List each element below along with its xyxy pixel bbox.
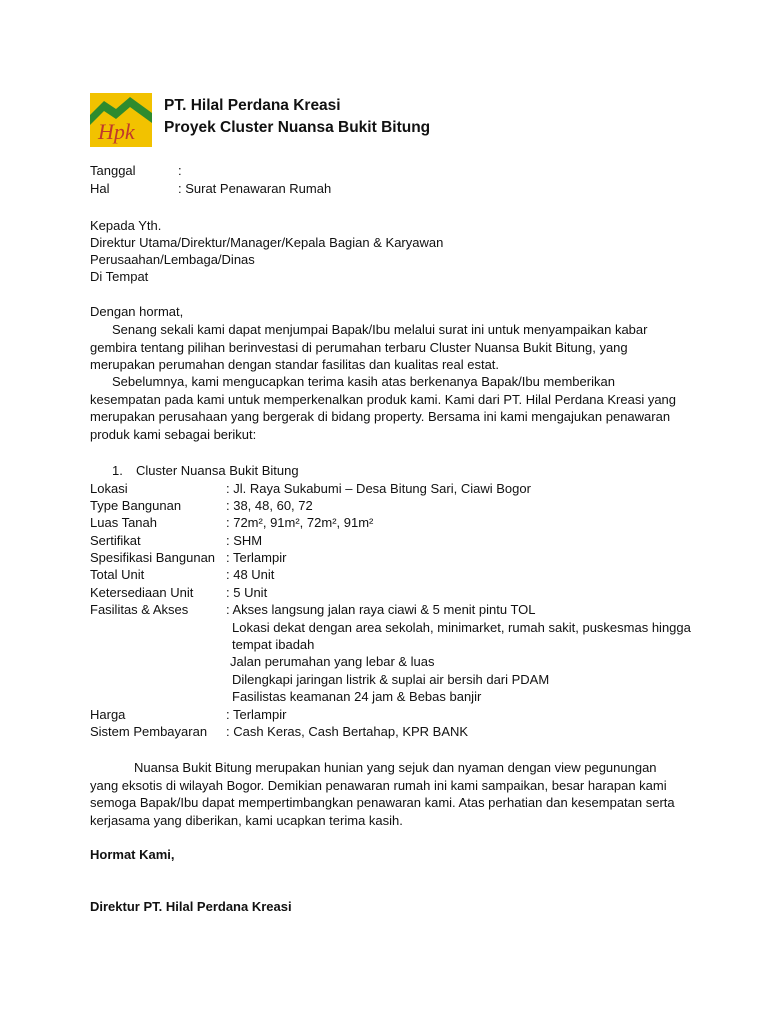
spec-label: Fasilitas & Akses (90, 602, 189, 617)
spec-value: : 38, 48, 60, 72 (226, 498, 313, 513)
fasilitas-line: Jalan perumahan yang lebar & luas (230, 654, 435, 669)
spec-value: : Akses langsung jalan raya ciawi & 5 menit pintu TOL (226, 602, 536, 617)
logo-letter: Hpk (98, 119, 135, 144)
company-name: PT. Hilal Perdana Kreasi (164, 97, 341, 114)
hal-label: Hal (90, 181, 110, 196)
spec-label: Sertifikat (90, 533, 141, 548)
project-name: Proyek Cluster Nuansa Bukit Bitung (164, 119, 431, 136)
spec-label: Total Unit (90, 567, 145, 582)
spec-value: : Jl. Raya Sukabumi – Desa Bitung Sari, Ciawi Bogor (226, 481, 531, 496)
signature: Direktur PT. Hilal Perdana Kreasi (90, 899, 292, 914)
greeting: Dengan hormat, (90, 304, 184, 319)
spec-label: Lokasi (90, 481, 128, 496)
recipient-line: Perusaahan/Lembaga/Dinas (90, 252, 255, 267)
spec-value: : SHM (226, 533, 263, 548)
recipient-line: Di Tempat (90, 269, 149, 284)
recipient-line: Direktur Utama/Direktur/Manager/Kepala Bagian & Karyawan (90, 235, 444, 250)
fasilitas-line: Dilengkapi jaringan listrik & suplai air bersih dari PDAM (232, 672, 550, 687)
spec-value: : 5 Unit (226, 585, 268, 600)
spec-value: : 72m², 91m², 72m², 91m² (226, 515, 374, 530)
spec-label: Ketersediaan Unit (90, 585, 194, 600)
spec-label: Type Bangunan (90, 498, 182, 513)
tanggal-value: : (178, 163, 182, 178)
body-paragraph: Senang sekali kami dapat menjumpai Bapak/Ibu melalui surat ini untuk menyampaikan kabar gembira tentang pilihan berinvestasi di perumahan terbaru Cluster Nuansa Bukit Bitung, yang merupakan perumahan dengan standar fasilitas dan kualitas real estat. (90, 322, 648, 372)
hal-value: : Surat Penawaran Rumah (178, 181, 332, 196)
spec-label: Luas Tanah (90, 515, 157, 530)
spec-label: Harga (90, 707, 126, 722)
closing-paragraph: Nuansa Bukit Bitung merupakan hunian yang sejuk dan nyaman dengan view pegunungan yang eksotis di wilayah Bogor. Demikian penawaran rumah ini kami sampaikan, besar harapan kami semoga Bapak/Ibu dapat mempertimbangkan penawaran kami. Atas perhatian dan kesempatan serta kerjasama yang diberikan, kami ucapkan terima kasih. (90, 760, 675, 828)
fasilitas-line: tempat ibadah (232, 637, 315, 652)
recipient-line: Kepada Yth. (90, 218, 162, 233)
spec-label: Spesifikasi Bangunan (90, 550, 216, 565)
spec-value: : Cash Keras, Cash Bertahap, KPR BANK (226, 724, 469, 739)
company-logo (90, 93, 152, 147)
fasilitas-line: Lokasi dekat dengan area sekolah, minimarket, rumah sakit, puskesmas hingga (232, 620, 691, 635)
list-title: Cluster Nuansa Bukit Bitung (136, 463, 299, 478)
tanggal-label: Tanggal (90, 163, 136, 178)
spec-value: : Terlampir (226, 550, 287, 565)
spec-label: Sistem Pembayaran (90, 724, 208, 739)
spec-value: : Terlampir (226, 707, 287, 722)
body-paragraph: Sebelumnya, kami mengucapkan terima kasih atas berkenanya Bapak/Ibu memberikan kesempatan pada kami untuk memperkenalkan produk kami. Kami dari PT. Hilal Perdana Kreasi yang merupakan perusahaan yang bergerak di bidang property. Bersama ini kami mengajukan penawaran produk kami sebagai berikut: (90, 374, 677, 442)
fasilitas-line: Fasilistas keamanan 24 jam & Bebas banjir (232, 689, 482, 704)
spec-value: : 48 Unit (226, 567, 275, 582)
list-number: 1. (112, 463, 123, 478)
signoff: Hormat Kami, (90, 847, 175, 862)
